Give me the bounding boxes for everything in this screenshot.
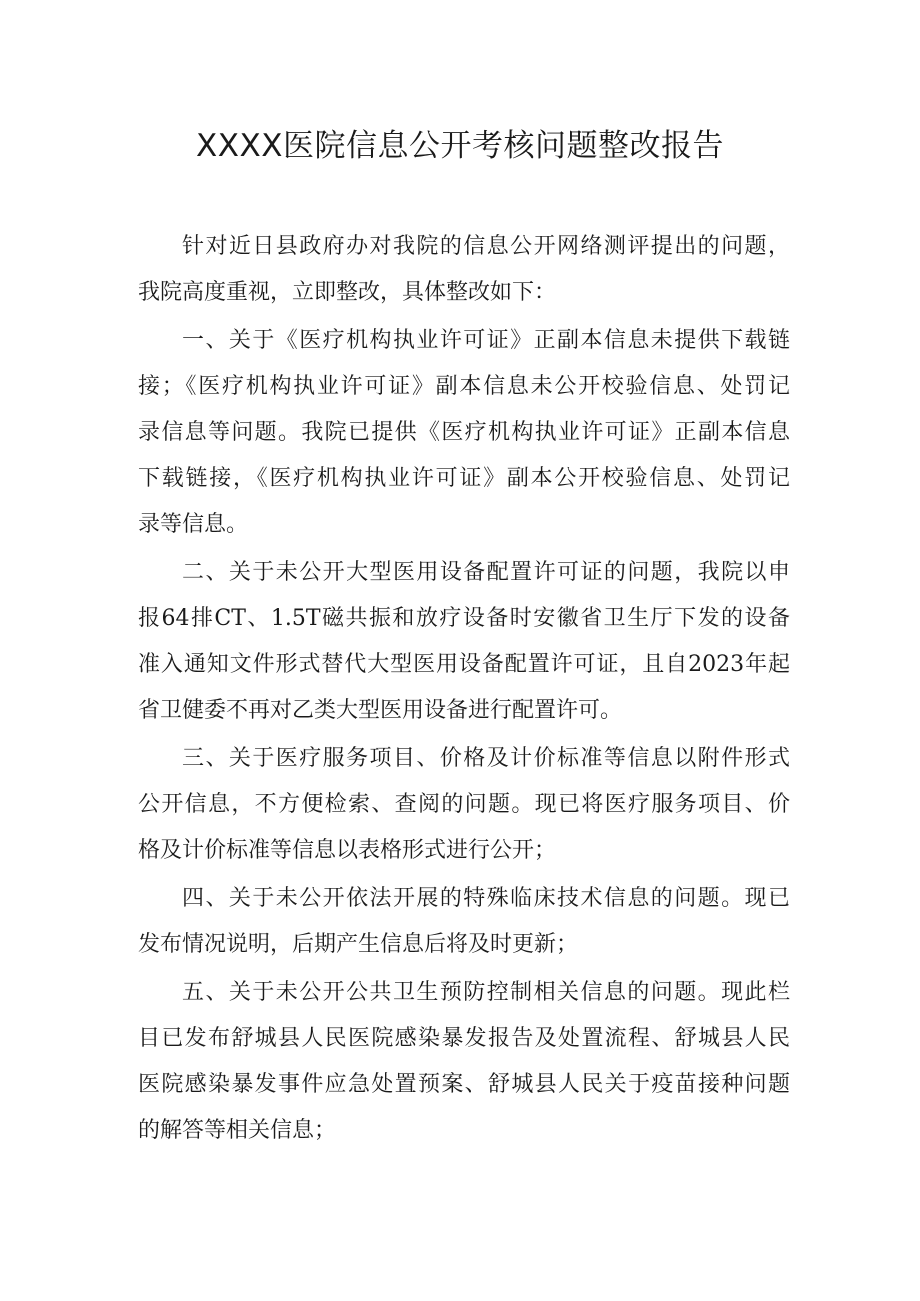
paragraph-line: 四、关于未公开依法开展的特殊临床技术信息的问题。现已	[182, 886, 790, 911]
document-title: XXXX医院信息公开考核问题整改报告	[196, 128, 724, 164]
paragraph-line: 报64排CT、1.5T磁共振和放疗设备时安徽省卫生厅下发的设备	[138, 606, 790, 631]
paragraph-line: 五、关于未公开公共卫生预防控制相关信息的问题。现此栏	[182, 980, 790, 1005]
paragraph-line: 三、关于医疗服务项目、价格及计价标准等信息以附件形式	[182, 746, 790, 771]
paragraph-line: 下载链接，《医疗机构执业许可证》副本公开校验信息、处罚记	[138, 466, 790, 491]
paragraph-line: 目已发布舒城县人民医院感染暴发报告及处置流程、舒城县人民	[138, 1026, 790, 1051]
paragraph-line: 发布情况说明，后期产生信息后将及时更新；	[138, 932, 579, 957]
paragraph-line: 接；《医疗机构执业许可证》副本信息未公开校验信息、处罚记	[138, 374, 790, 399]
paragraph-line: 医院感染暴发事件应急处置预案、舒城县人民关于疫苗接种问题	[138, 1072, 790, 1097]
paragraph-line: 我院高度重视，立即整改，具体整改如下：	[138, 280, 557, 305]
paragraph-item-1	[138, 325, 790, 541]
paragraph-line: 准入通知文件形式替代大型医用设备配置许可证，且自2023年起	[138, 652, 790, 677]
paragraph-item-2	[138, 557, 790, 727]
paragraph-item-4	[138, 883, 790, 961]
paragraph-line: 二、关于未公开大型医用设备配置许可证的问题，我院以申	[182, 560, 790, 585]
paragraph-line: 公开信息，不方便检索、查阅的问题。现已将医疗服务项目、价	[138, 792, 790, 817]
paragraph-line: 录信息等问题。我院已提供《医疗机构执业许可证》正副本信息	[138, 420, 790, 445]
paragraph-intro	[138, 231, 790, 309]
paragraph-item-5	[138, 977, 790, 1147]
paragraph-line: 的解答等相关信息；	[138, 1118, 337, 1143]
paragraph-line: 一、关于《医疗机构执业许可证》正副本信息未提供下载链	[182, 328, 790, 353]
paragraph-line: 格及计价标准等信息以表格形式进行公开；	[138, 838, 557, 863]
paragraph-line: 针对近日县政府办对我院的信息公开网络测评提出的问题，	[182, 234, 790, 259]
document-body	[138, 231, 790, 1147]
paragraph-line: 录等信息。	[138, 512, 249, 537]
paragraph-item-3	[138, 743, 790, 867]
paragraph-line: 省卫健委不再对乙类大型医用设备进行配置许可。	[138, 698, 623, 723]
